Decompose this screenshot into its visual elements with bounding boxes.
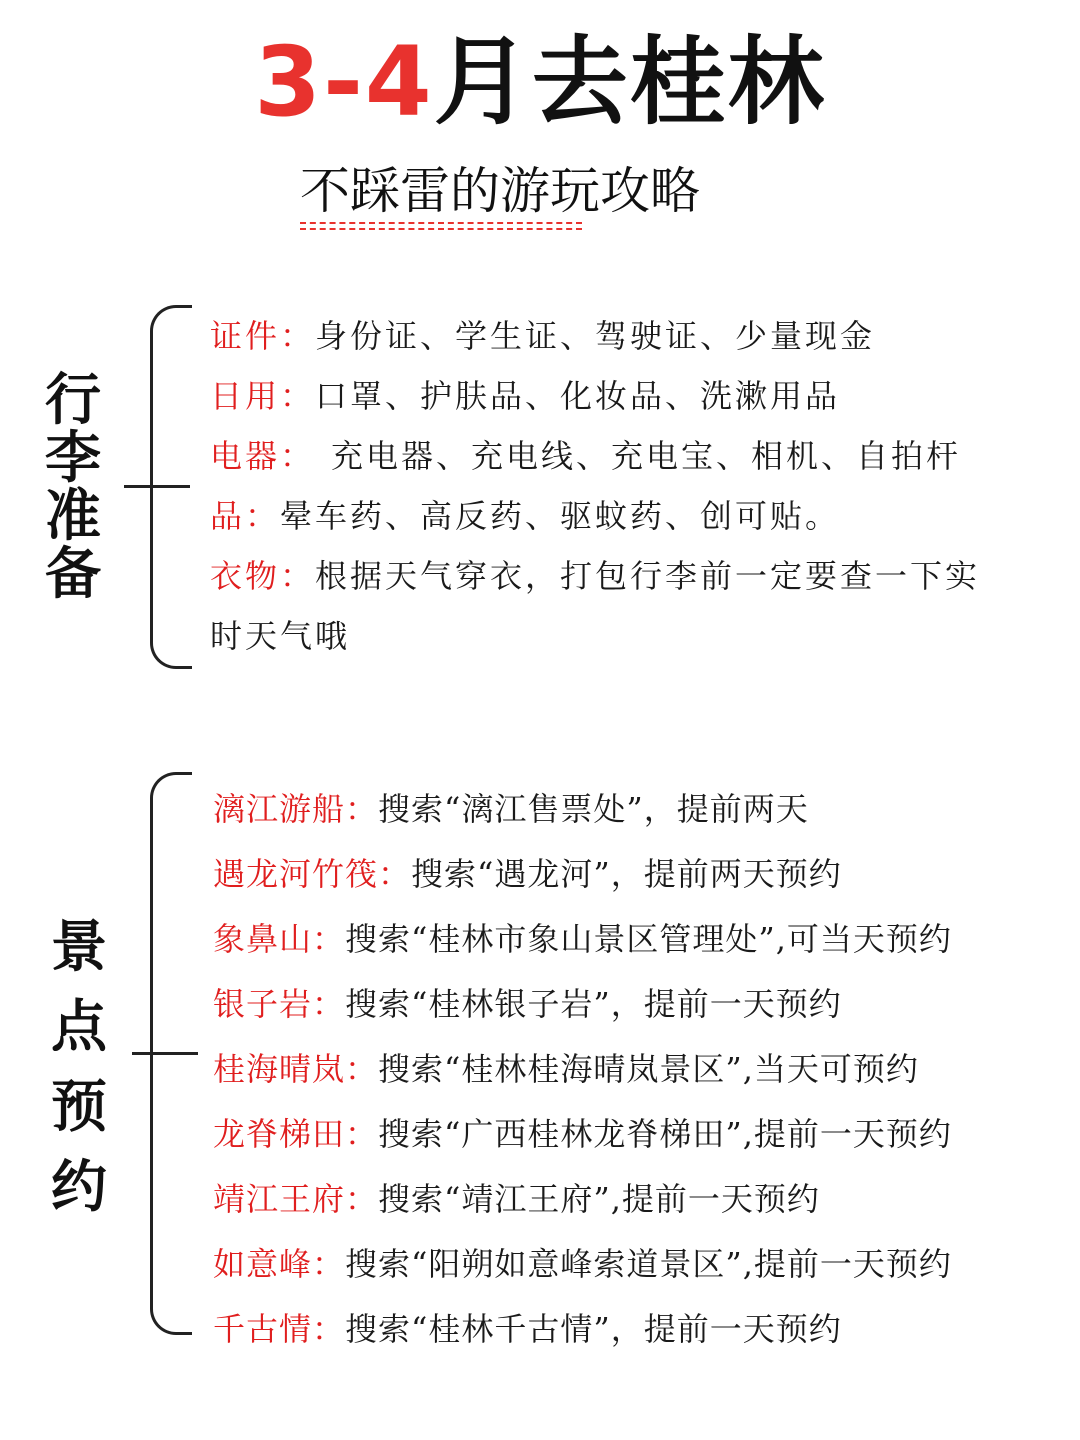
section-label-luggage: [38, 368, 108, 607]
label-char: 预: [51, 1075, 107, 1140]
item-value: 时天气哦: [210, 617, 351, 655]
item-value: 晕车药、高反药、驱蚊药、创可贴。: [280, 497, 841, 535]
item-key: 遇龙河竹筏：: [213, 855, 412, 893]
label-char: 备: [45, 542, 101, 607]
list-item: [213, 1167, 1073, 1232]
item-value: 搜索“靖江王府”,提前一天预约: [378, 1180, 820, 1218]
subtitle-underline: [300, 222, 582, 230]
item-key: 日用：: [210, 377, 316, 415]
label-char: 准: [45, 484, 101, 549]
spots-list: [213, 777, 1073, 1362]
title-accent: 3-4: [254, 26, 434, 138]
item-key: 证件：: [210, 317, 316, 355]
label-char: 李: [45, 426, 101, 491]
bracket-stub-luggage: [124, 485, 190, 488]
list-item: [210, 486, 1070, 546]
item-key: 如意峰：: [213, 1245, 346, 1283]
list-item: [210, 426, 1070, 486]
list-item: [210, 546, 1070, 606]
item-key: 靖江王府：: [213, 1180, 379, 1218]
item-key: 漓江游船：: [213, 790, 379, 828]
item-value: 搜索“广西桂林龙脊梯田”,提前一天预约: [378, 1115, 952, 1153]
subtitle: 不踩雷的游玩攻略: [300, 162, 700, 220]
list-item-continuation: [210, 606, 1070, 666]
item-key: 千古情：: [213, 1310, 346, 1348]
luggage-list: [210, 306, 1070, 666]
page-title: [0, 22, 1080, 142]
item-value: 搜索“桂林桂海晴岚景区”,当天可预约: [378, 1050, 919, 1088]
section-label-spots: [44, 908, 114, 1228]
label-char: 行: [45, 368, 101, 433]
item-value: 身份证、学生证、驾驶证、少量现金: [315, 317, 876, 355]
item-key: 桂海晴岚：: [213, 1050, 379, 1088]
item-value: 搜索“漓江售票处”，提前两天: [378, 790, 809, 828]
label-char: 约: [51, 1155, 107, 1220]
item-value: 搜索“遇龙河”，提前两天预约: [411, 855, 842, 893]
item-value: 根据天气穿衣，打包行李前一定要查一下实: [315, 557, 981, 595]
item-value: 口罩、护肤品、化妆品、洗漱用品: [315, 377, 841, 415]
item-value: 搜索“桂林市象山景区管理处”,可当天预约: [345, 920, 952, 958]
item-key: 象鼻山：: [213, 920, 346, 958]
list-item: [213, 907, 1073, 972]
list-item: [213, 1232, 1073, 1297]
item-value: 搜索“桂林银子岩”，提前一天预约: [345, 985, 842, 1023]
item-key: 品：: [210, 497, 281, 535]
item-key: 银子岩：: [213, 985, 346, 1023]
title-rest: 月去桂林: [433, 26, 826, 138]
list-item: [213, 972, 1073, 1037]
item-key: 电器：: [210, 437, 316, 475]
item-value: 充电器、充电线、充电宝、相机、自拍杆: [331, 437, 962, 475]
list-item: [210, 306, 1070, 366]
label-char: 点: [51, 995, 107, 1060]
item-value: 搜索“桂林千古情”，提前一天预约: [345, 1310, 842, 1348]
list-item: [213, 842, 1073, 907]
item-key: 龙脊梯田：: [213, 1115, 379, 1153]
bracket-stub-spots: [132, 1052, 198, 1055]
item-key: 衣物：: [210, 557, 316, 595]
label-char: 景: [51, 915, 107, 980]
list-item: [213, 777, 1073, 842]
item-value: 搜索“阳朔如意峰索道景区”,提前一天预约: [345, 1245, 952, 1283]
list-item: [213, 1037, 1073, 1102]
list-item: [213, 1297, 1073, 1362]
list-item: [213, 1102, 1073, 1167]
list-item: [210, 366, 1070, 426]
